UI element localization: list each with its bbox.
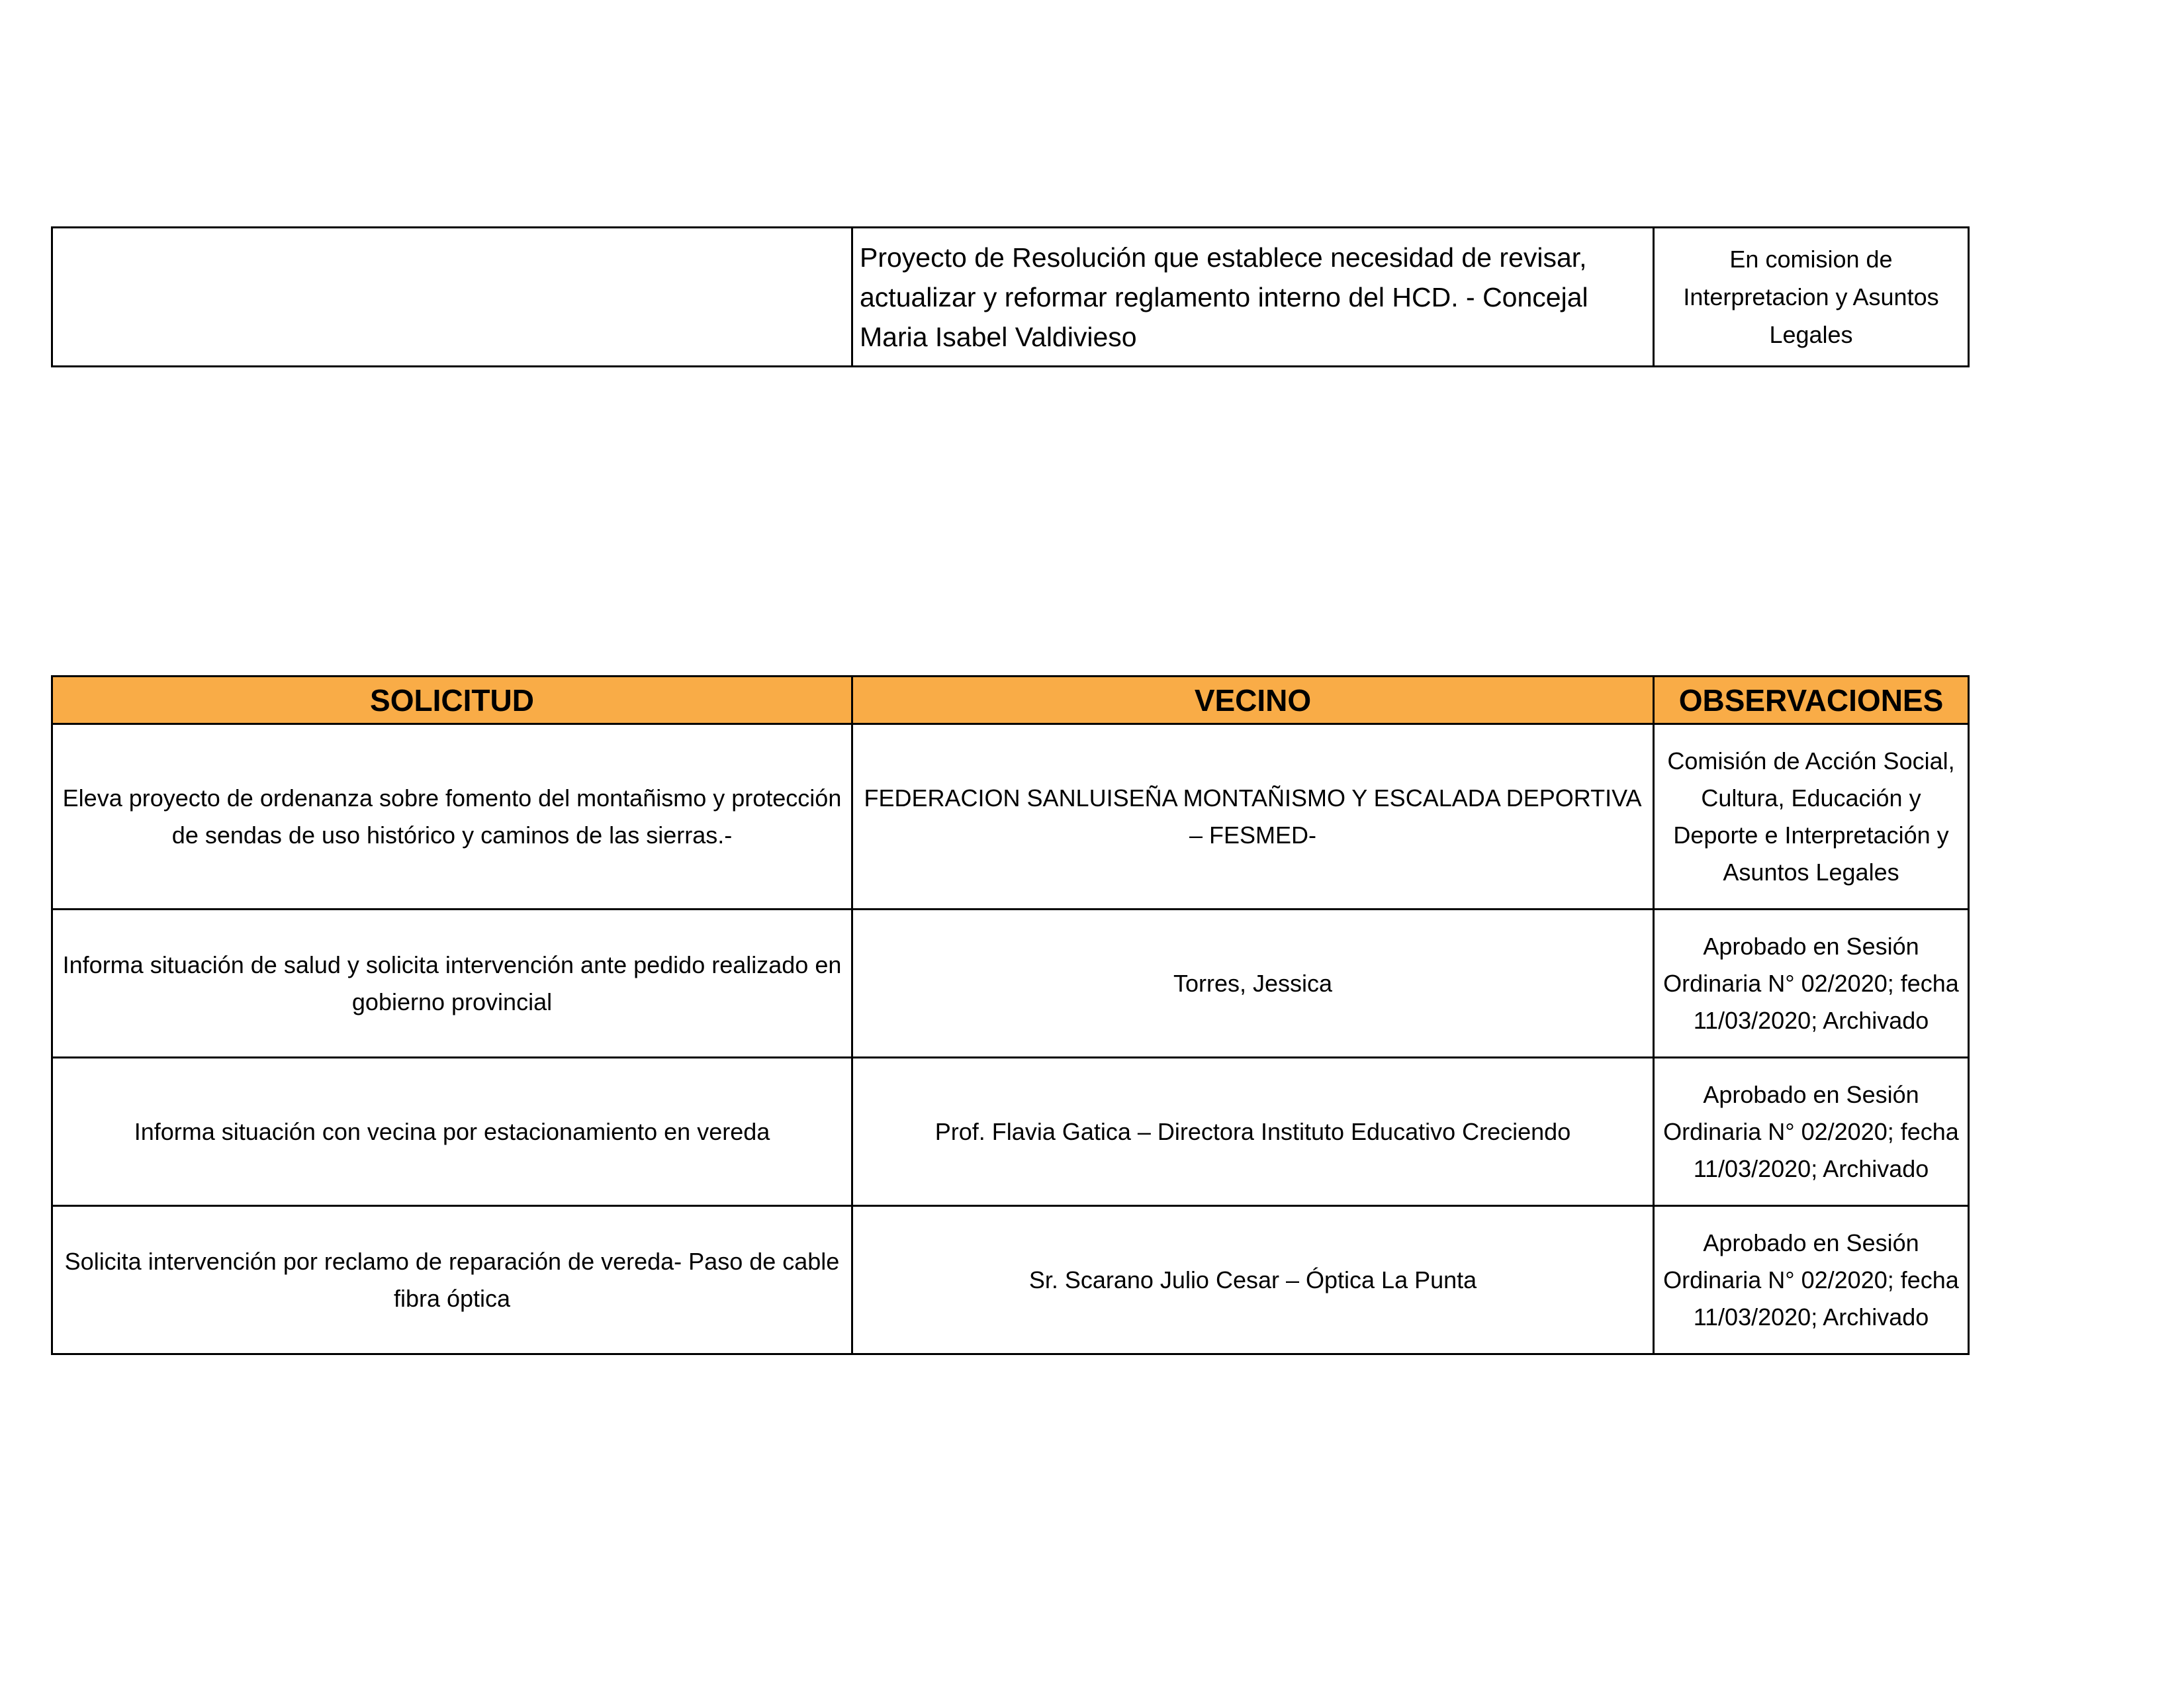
vecino-cell: Prof. Flavia Gatica – Directora Instituto Educativo Creciendo (852, 1058, 1654, 1206)
observaciones-cell: Comisión de Acción Social, Cultura, Educación y Deporte e Interpretación y Asuntos Legales (1654, 724, 1969, 910)
solicitud-cell: Eleva proyecto de ordenanza sobre fomento del montañismo y protección de sendas de uso histórico y caminos de las sierras.- (52, 724, 852, 910)
top-empty-cell (52, 228, 852, 367)
header-solicitud: SOLICITUD (52, 677, 852, 724)
table-row (52, 1058, 1969, 1206)
header-observaciones: OBSERVACIONES (1654, 677, 1969, 724)
solicitud-cell: Solicita intervención por reclamo de reparación de vereda- Paso de cable fibra óptica (52, 1206, 852, 1354)
top-table (51, 226, 1970, 367)
vecino-cell: Torres, Jessica (852, 910, 1654, 1058)
observaciones-cell: Aprobado en Sesión Ordinaria N° 02/2020; fecha 11/03/2020; Archivado (1654, 1206, 1969, 1354)
observaciones-cell: Aprobado en Sesión Ordinaria N° 02/2020; fecha 11/03/2020; Archivado (1654, 1058, 1969, 1206)
table-header-row (52, 677, 1969, 724)
table-row (52, 724, 1969, 910)
vecino-cell: FEDERACION SANLUISEÑA MONTAÑISMO Y ESCALADA DEPORTIVA – FESMED- (852, 724, 1654, 910)
top-observation-cell: En comision de Interpretacion y Asuntos Legales (1654, 228, 1969, 367)
observaciones-cell: Aprobado en Sesión Ordinaria N° 02/2020; fecha 11/03/2020; Archivado (1654, 910, 1969, 1058)
table-row (52, 910, 1969, 1058)
solicitudes-table (51, 675, 1970, 1355)
header-vecino: VECINO (852, 677, 1654, 724)
solicitud-cell: Informa situación con vecina por estacionamiento en vereda (52, 1058, 852, 1206)
table-row (52, 228, 1969, 367)
vecino-cell: Sr. Scarano Julio Cesar – Óptica La Punta (852, 1206, 1654, 1354)
top-description-cell: Proyecto de Resolución que establece necesidad de revisar, actualizar y reformar reglamento interno del HCD. - Concejal Maria Isabel Valdivieso (852, 228, 1654, 367)
solicitud-cell: Informa situación de salud y solicita intervención ante pedido realizado en gobierno provincial (52, 910, 852, 1058)
table-row (52, 1206, 1969, 1354)
